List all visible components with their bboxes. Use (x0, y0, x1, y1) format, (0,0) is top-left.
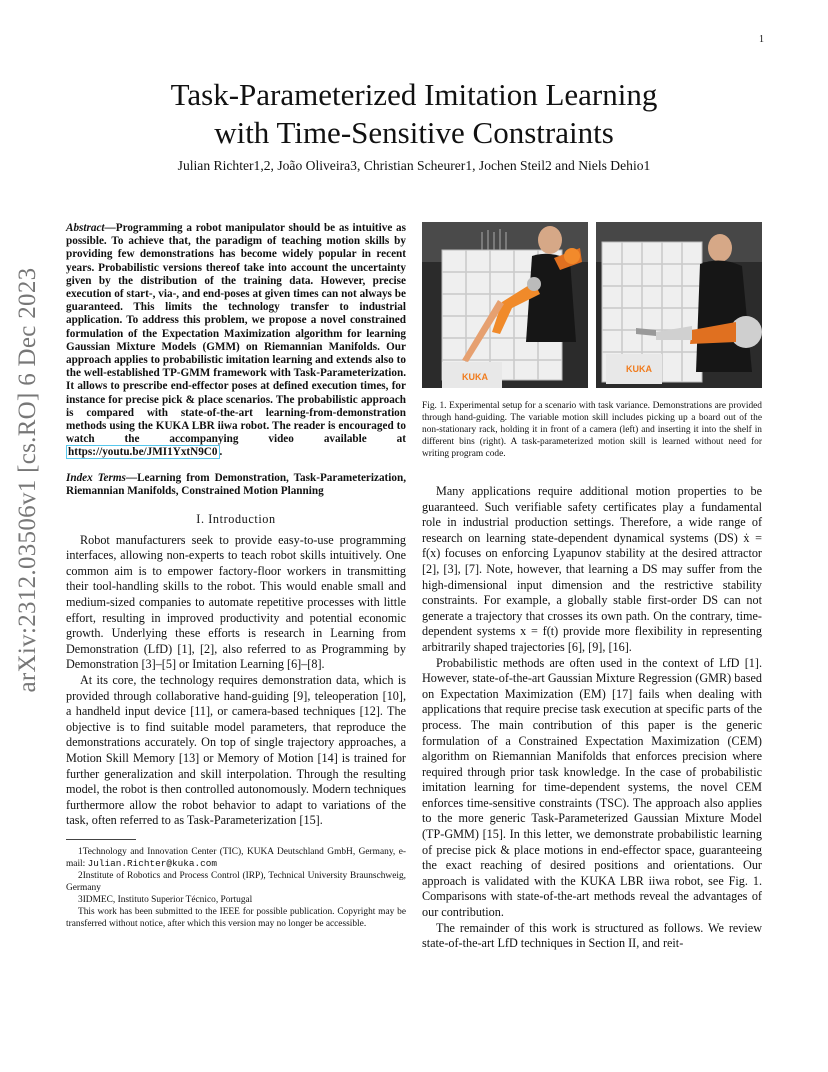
intro-paragraph-2: At its core, the technology requires demonstration data, which is provided through collaborative hand-guiding [9], teleoperation [10], a handheld input device [11], or camera-based techniques [12]. The objective is to find suitable model parameters, that reproduce the demonstrations accurately. On top of single trajectory approaches, a Motion Skill Memory [13] or Memory of Motion [14] is trained for further generalization and skill interpolation. Through the resulting model, the robot is then controlled autonomously. Modern techniques furthermore allow the robot behavior to adapt to variations of the task, often referred to as Task-Parameterization [15]. (66, 673, 406, 828)
footnote-email[interactable]: Julian.Richter@kuka.com (87, 857, 218, 869)
footnotes (66, 846, 406, 930)
arxiv-identifier: arXiv:2312.03506v1 [cs.RO] 6 Dec 2023 (14, 267, 41, 693)
footnote-3: 3IDMEC, Instituto Superior Técnico, Portugal (78, 894, 253, 905)
figure-1 (422, 222, 762, 388)
footnote-rule (66, 839, 136, 840)
abstract (66, 222, 406, 460)
title-line-1: Task-Parameterized Imitation Learning (170, 77, 658, 112)
section-heading-introduction: I. Introduction (196, 512, 276, 527)
abstract-label: Abstract (66, 222, 105, 234)
kuka-logo-right: KUKA (626, 364, 652, 374)
figure-1-caption: Fig. 1. Experimental setup for a scenario with task variance. Demonstrations are provided through hand-guiding. The variable motion skill includes picking up a board out of the non-stationary rack, holding it in front of a camera (left) and inserting it into the shelf in different bins (right). A task-parameterized motion skill is learned without need for writing program code. (422, 401, 762, 459)
abstract-text: —Programming a robot manipulator should be as intuitive as possible. To achieve that, the paradigm of teaching motion skills by providing few demonstrations has become widely popular in recent years. Probabilistic versions thereof take into account the uncertainty given by the distribution of the training data. However, precise execution of start-, via-, and end-poses at given times can not always be guaranteed. This limits the technology transfer to industrial application. To address this problem, we propose a novel constrained formulation of the Expectation Maximization algorithm for learning Gaussian Mixture Models (GMM) on Riemannian Manifolds. Our approach applies to probabilistic imitation learning and extends also to the well-established TP-GMM framework with Task-Parameterization. It allows to prescribe end-effector poses at defined execution times, for instance for precise pick & place scenarios. The probabilistic approach is compared with state-of-the-art learning-from-demonstration methods using the KUKA LBR iiwa robot. The reader is encouraged to watch the accompanying video available at (66, 222, 406, 446)
right-column (422, 222, 762, 952)
figure-photo-left (422, 222, 588, 388)
kuka-logo-left: KUKA (462, 372, 488, 382)
intro-paragraph-1: Robot manufacturers seek to provide easy-to-use programming interfaces, allowing non-experts to teach robot skills intuitively. One common aim is to empower factory-floor workers in transmitting their tool-handling skills to the robot. This would enable small and medium-sized companies to automate repetitive processes with little effort, resulting in improved productivity and potential economic growth. Underlying these efforts is research in Learning from Demonstration (LfD) [1], [2], also referred to as Programming by Demonstration [3]–[5] or Imitation Learning [6]–[8]. (66, 532, 406, 672)
right-paragraph-1: Many applications require additional motion properties to be guaranteed. Such verifiable safety certificates play a fundamental role in industrial production settings. Therefore, a wide range of research on learning state-dependent dynamical systems (DS) ẋ = f(x) focuses on enforcing Lyapunov stability at the desired attractor [2], [3], [7]. Note, however, that learning a DS may suffer from the high-dimensional input dimension and the restrictive stability constraints. For example, a globally stable first-order DS can not generate a trajectory that crosses its own path. On the contrary, time-dependent systems x = f(t) provide more flexibility in representing arbitrarily shaped trajectories [6], [9], [16]. (422, 484, 762, 654)
video-link[interactable]: https://youtu.be/JMI1YxtN9C0 (68, 446, 218, 459)
footnote-1 (66, 846, 406, 870)
paper-title (0, 76, 828, 152)
footnote-2: 2Institute of Robotics and Process Control (IRP), Technical University Braunschweig, Germany (66, 870, 406, 893)
left-column (66, 222, 406, 930)
index-terms-text: —Learning from Demonstration, Task-Parameterization, Riemannian Manifolds, Constrained Motion Planning (66, 471, 406, 497)
robot-demo-photo-left (422, 222, 588, 388)
figure-photo-right (596, 222, 762, 388)
title-line-2: with Time-Sensitive Constraints (214, 115, 614, 150)
abstract-end: . (219, 446, 223, 459)
right-paragraph-3: The remainder of this work is structured as follows. We review state-of-the-art LfD techniques in Section II, and reit- (422, 920, 762, 951)
robot-demo-photo-right (596, 222, 762, 388)
index-terms-label: Index Terms (66, 471, 126, 484)
author-list: Julian Richter1,2, João Oliveira3, Christian Scheurer1, Jochen Steil2 and Niels Dehio1 (177, 158, 651, 173)
publication-notice: This work has been submitted to the IEEE for possible publication. Copyright may be transferred without notice, after which this version may no longer be accessible. (66, 906, 406, 929)
footnote-1-text: 1Technology and Innovation Center (TIC), KUKA Deutschland GmbH, Germany, e-mail: (66, 846, 406, 869)
right-paragraph-2: Probabilistic methods are often used in the context of LfD [1]. However, state-of-the-art Gaussian Mixture Regression (GMR) based on Expectation Maximization (EM) [17] fails when dealing with applications that require precise task execution at specific parts of the process. The main contribution of this paper is the generic formulation of a Constrained Expectation Maximization (CEM) algorithm on Riemannian Manifolds that enforces precision where required through prior task knowledge. In the case of probabilistic imitation learning for time-dependent systems, the novel CEM enforces time-sensitive constraints (TSC). The approach also applies to the more generic Task-Parameterized Gaussian Mixture Model (TP-GMM) [15]. In this letter, we demonstrate probabilistic learning of precise pick & place motions in end-effector space, guaranteeing the exact reaching of desired positions and orientations. Our approach is validated with the KUKA LBR iiwa robot, see Fig. 1. Comparisons with state-of-the-art methods reveal the advantages of our contribution. (422, 655, 762, 920)
page-number: 1 (759, 34, 764, 45)
index-terms (66, 472, 406, 498)
right-body-text (422, 484, 762, 952)
